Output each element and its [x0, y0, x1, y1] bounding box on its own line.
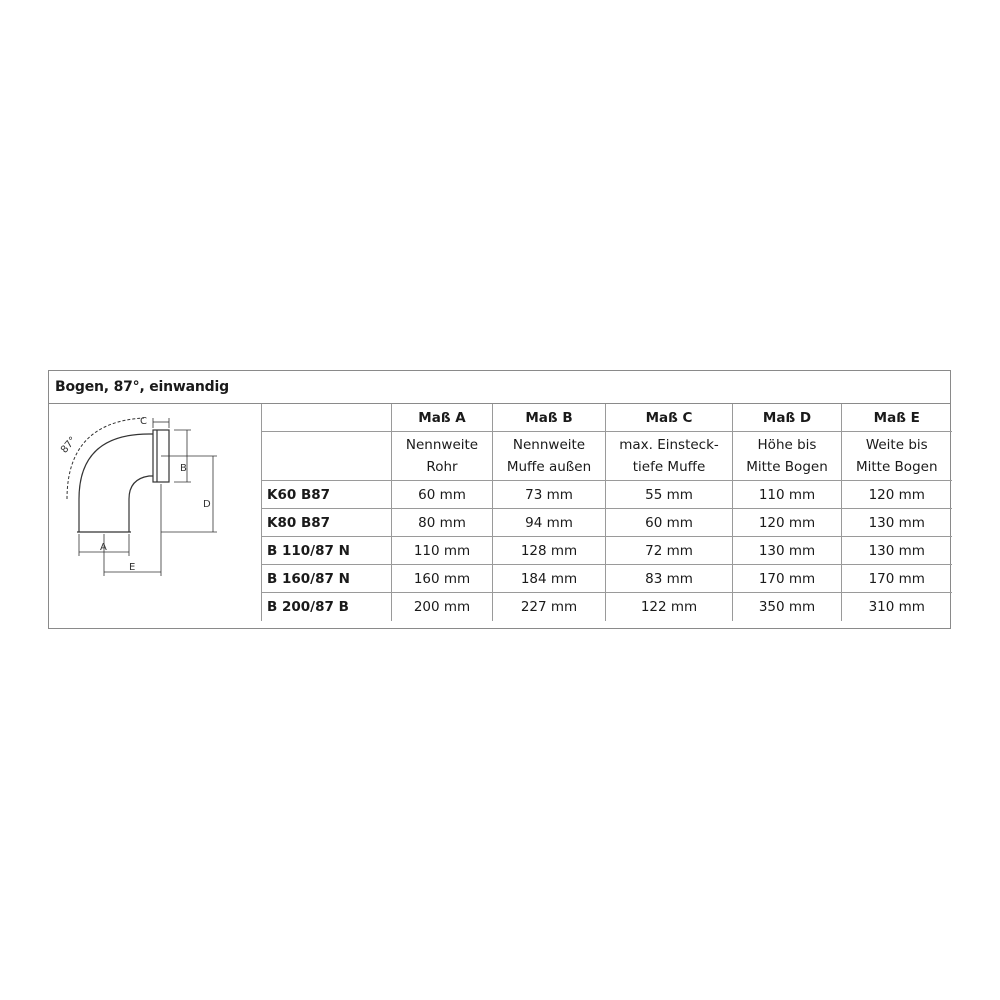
cell-masz-a: 80 mm	[392, 509, 493, 537]
cell-masz-d: 130 mm	[733, 537, 842, 565]
table-row	[262, 593, 952, 621]
cell-masz-b: 73 mm	[493, 481, 606, 509]
description-row	[262, 432, 952, 481]
header-masz-c: Maß C	[606, 404, 733, 432]
dim-label-e: E	[129, 562, 136, 573]
table-row	[262, 565, 952, 593]
cell-masz-e: 310 mm	[842, 593, 952, 621]
header-masz-d: Maß D	[733, 404, 842, 432]
cell-masz-a: 160 mm	[392, 565, 493, 593]
spec-box	[48, 370, 951, 629]
cell-masz-a: 110 mm	[392, 537, 493, 565]
cell-masz-e: 120 mm	[842, 481, 952, 509]
description-empty-cell	[262, 432, 392, 481]
row-name: B 200/87 B	[262, 593, 392, 621]
header-row	[262, 404, 952, 432]
table-row	[262, 537, 952, 565]
angle-arc	[67, 418, 144, 499]
table-row	[262, 481, 952, 509]
row-name: B 110/87 N	[262, 537, 392, 565]
cell-masz-b: 128 mm	[493, 537, 606, 565]
desc-masz-e: Weite bis Mitte Bogen	[842, 432, 952, 481]
cell-masz-e: 170 mm	[842, 565, 952, 593]
cell-masz-b: 227 mm	[493, 593, 606, 621]
dim-label-c: C	[140, 416, 147, 427]
elbow-outer-wall	[79, 434, 153, 499]
cell-masz-c: 83 mm	[606, 565, 733, 593]
cell-masz-d: 120 mm	[733, 509, 842, 537]
dim-label-a: A	[100, 542, 107, 553]
dim-label-d: D	[203, 499, 211, 510]
desc-masz-a: Nennweite Rohr	[392, 432, 493, 481]
row-name: B 160/87 N	[262, 565, 392, 593]
elbow-inner-wall	[129, 476, 153, 499]
row-name: K60 B87	[262, 481, 392, 509]
cell-masz-e: 130 mm	[842, 537, 952, 565]
header-masz-e: Maß E	[842, 404, 952, 432]
header-empty-cell	[262, 404, 392, 432]
cell-masz-b: 184 mm	[493, 565, 606, 593]
angle-label: 87°	[59, 434, 79, 456]
cell-masz-c: 55 mm	[606, 481, 733, 509]
row-name: K80 B87	[262, 509, 392, 537]
elbow-drawing	[49, 404, 261, 629]
cell-masz-a: 200 mm	[392, 593, 493, 621]
cell-masz-c: 72 mm	[606, 537, 733, 565]
cell-masz-c: 60 mm	[606, 509, 733, 537]
cell-masz-c: 122 mm	[606, 593, 733, 621]
cell-masz-a: 60 mm	[392, 481, 493, 509]
dim-label-b: B	[180, 463, 187, 474]
desc-masz-d: Höhe bis Mitte Bogen	[733, 432, 842, 481]
section-title: Bogen, 87°, einwandig	[49, 371, 950, 404]
header-masz-a: Maß A	[392, 404, 493, 432]
table-row	[262, 509, 952, 537]
desc-masz-c: max. Einsteck- tiefe Muffe	[606, 432, 733, 481]
desc-masz-b: Nennweite Muffe außen	[493, 432, 606, 481]
cell-masz-b: 94 mm	[493, 509, 606, 537]
cell-masz-d: 110 mm	[733, 481, 842, 509]
header-masz-b: Maß B	[493, 404, 606, 432]
cell-masz-e: 130 mm	[842, 509, 952, 537]
cell-masz-d: 170 mm	[733, 565, 842, 593]
cell-masz-d: 350 mm	[733, 593, 842, 621]
spec-table	[261, 404, 952, 621]
